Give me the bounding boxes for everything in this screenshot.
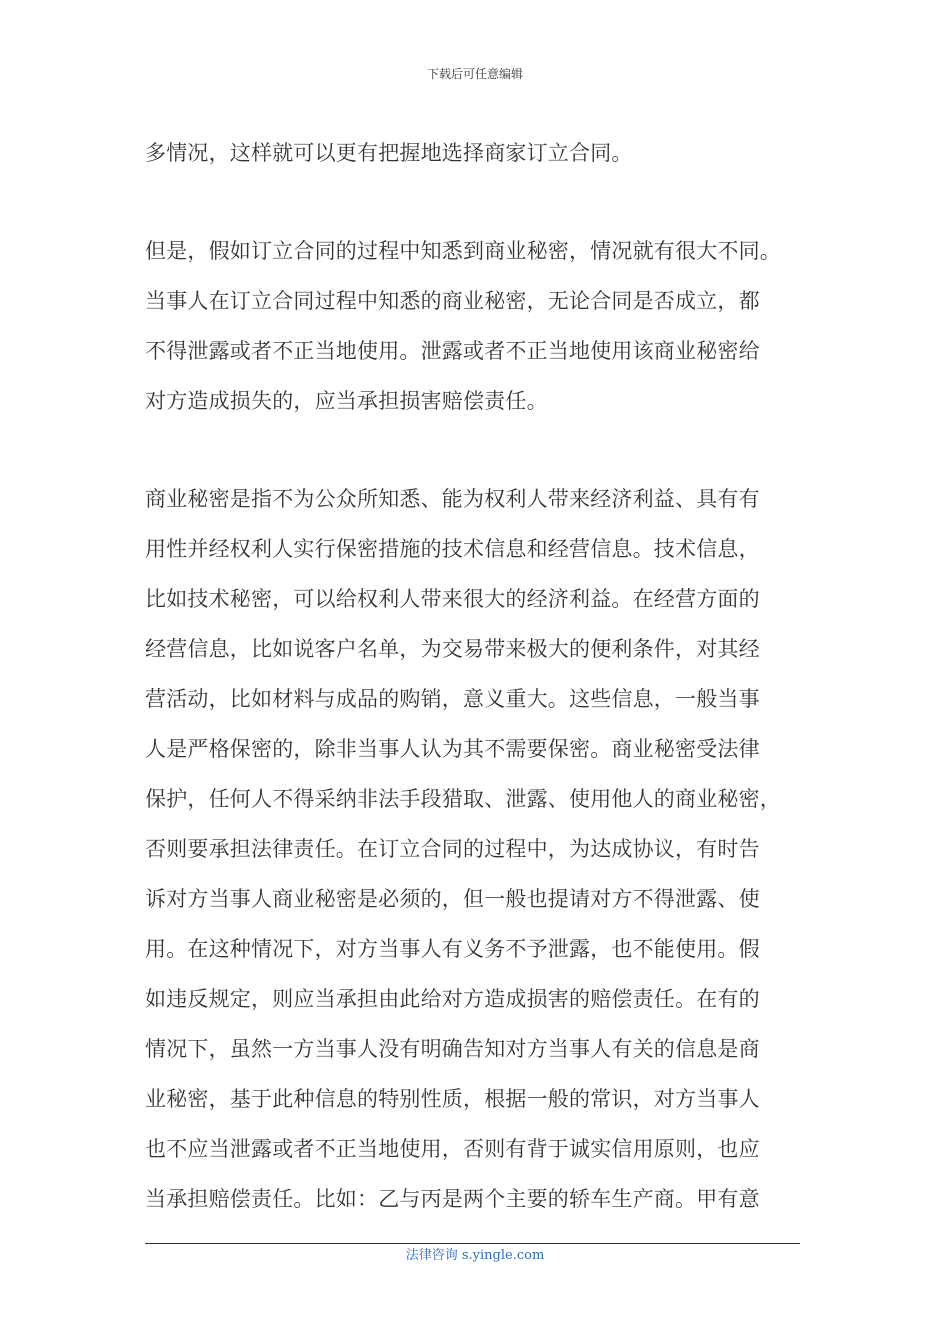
text-line: 情况下，虽然一方当事人没有明确告知对方当事人有关的信息是商 [145, 1037, 760, 1061]
text-line: 但是，假如订立合同的过程中知悉到商业秘密，情况就有很大不同。 [145, 239, 781, 263]
text-line: 用性并经权利人实行保密措施的技术信息和经营信息。技术信息， [145, 537, 760, 561]
text-line: 经营信息，比如说客户名单，为交易带来极大的便利条件，对其经 [145, 637, 760, 661]
text-line: 商业秘密是指不为公众所知悉、能为权利人带来经济利益、具有有 [145, 487, 760, 511]
text-line: 否则要承担法律责任。在订立合同的过程中，为达成协议，有时告 [145, 837, 760, 861]
footer-divider [145, 1243, 800, 1244]
text-line: 当承担赔偿责任。比如：乙与丙是两个主要的轿车生产商。甲有意 [145, 1187, 760, 1211]
text-line: 多情况，这样就可以更有把握地选择商家订立合同。 [145, 141, 633, 165]
text-line: 比如技术秘密，可以给权利人带来很大的经济利益。在经营方面的 [145, 587, 760, 611]
text-line: 保护，任何人不得采纳非法手段猎取、泄露、使用他人的商业秘密， [145, 787, 781, 811]
text-line: 对方造成损失的，应当承担损害赔偿责任。 [145, 389, 548, 413]
text-line: 业秘密，基于此种信息的特别性质，根据一般的常识，对方当事人 [145, 1087, 760, 1111]
text-line: 如违反规定，则应当承担由此给对方造成损害的赔偿责任。在有的 [145, 987, 760, 1011]
text-line: 用。在这种情况下，对方当事人有义务不予泄露，也不能使用。假 [145, 937, 760, 961]
text-line: 营活动，比如材料与成品的购销，意义重大。这些信息，一般当事 [145, 687, 760, 711]
footer-link[interactable]: 法律咨询 s.yingle.com [405, 1248, 545, 1263]
text-line: 不得泄露或者不正当地使用。泄露或者不正当地使用该商业秘密给 [145, 339, 760, 363]
page-header: 下载后可任意编辑 [426, 67, 523, 81]
text-line: 人是严格保密的，除非当事人认为其不需要保密。商业秘密受法律 [145, 737, 760, 761]
text-line: 诉对方当事人商业秘密是必须的，但一般也提请对方不得泄露、使 [145, 887, 760, 911]
text-line: 也不应当泄露或者不正当地使用，否则有背于诚实信用原则，也应 [145, 1137, 760, 1161]
text-line: 当事人在订立合同过程中知悉的商业秘密，无论合同是否成立，都 [145, 289, 760, 313]
